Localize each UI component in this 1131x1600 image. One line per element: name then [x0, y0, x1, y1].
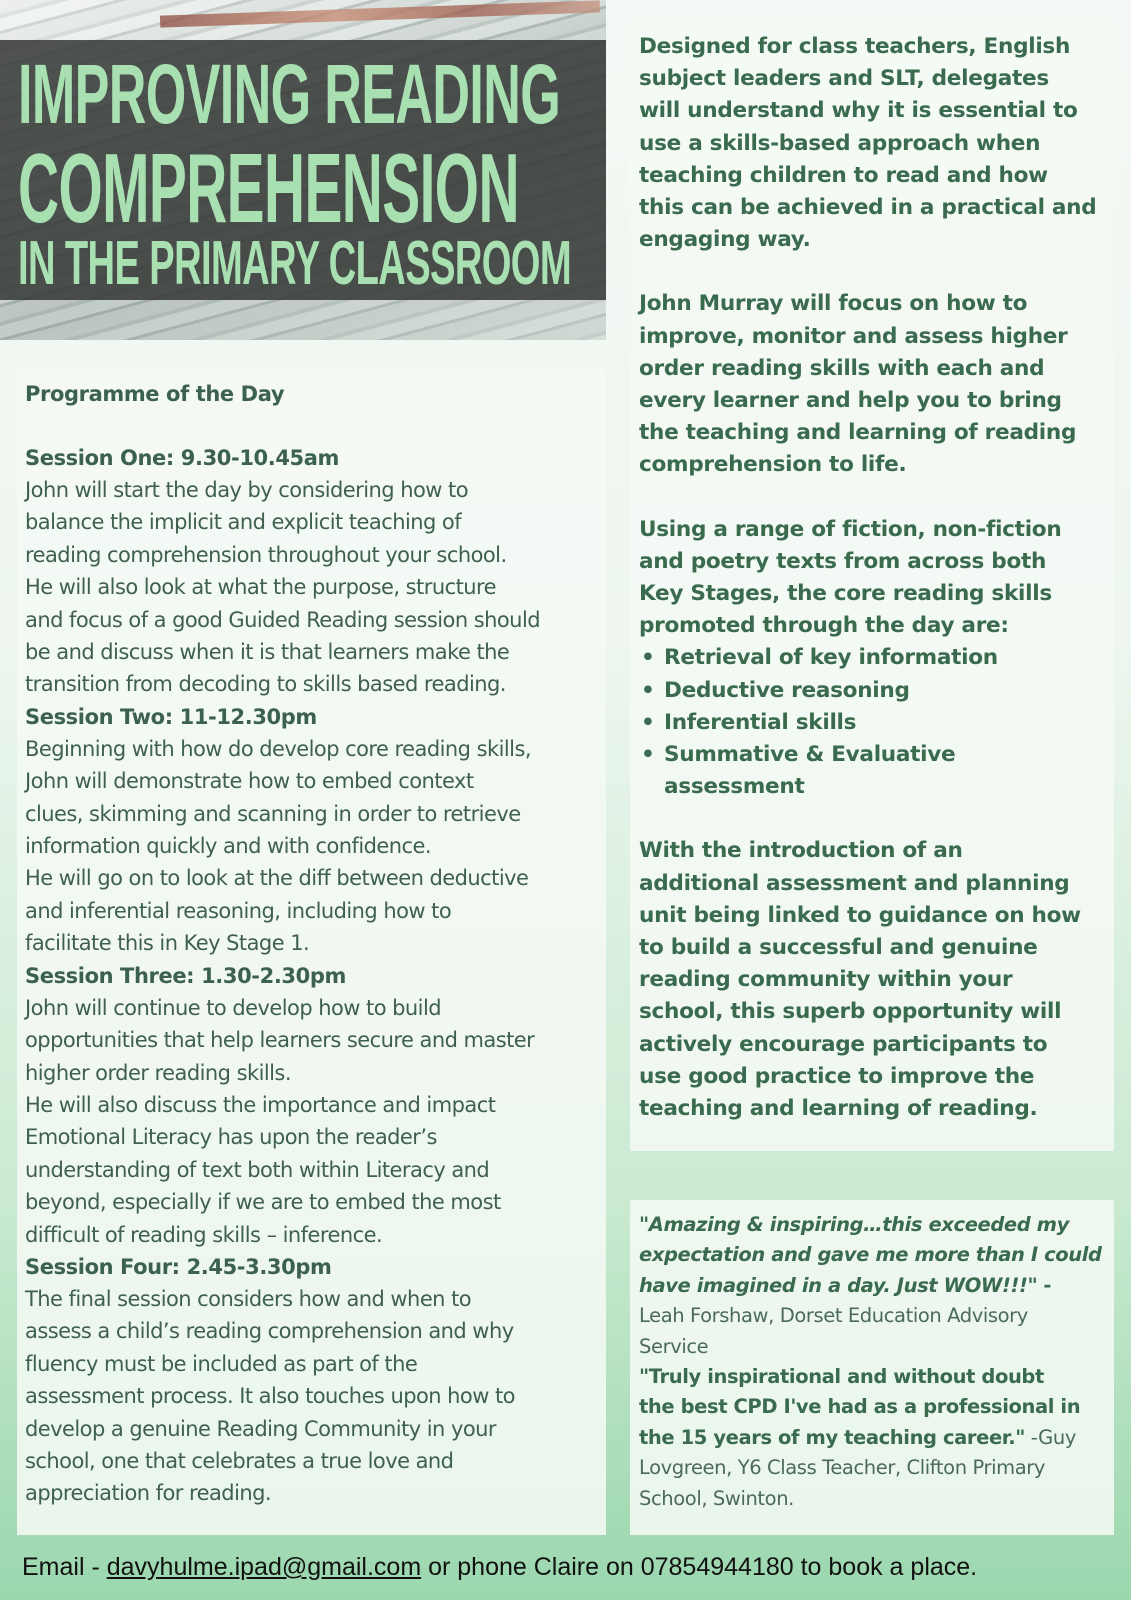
description-line: the teaching and learning of reading [639, 420, 1077, 446]
skill-label: Inferential skills [664, 709, 857, 735]
testimonial-leah [639, 1210, 1108, 1362]
session-line: opportunities that help learners secure and master [25, 1028, 535, 1053]
session-line: Emotional Literacy has upon the reader’s [25, 1125, 437, 1150]
description-line: use a skills-based approach when [639, 130, 1041, 156]
programme-heading: Programme of the Day [25, 382, 285, 406]
session-line: understanding of text both within Literacy and [25, 1157, 490, 1182]
description-line: additional assessment and planning [639, 870, 1070, 896]
skill-item [639, 739, 1106, 803]
skill-item [639, 642, 1106, 674]
book-edge-decoration [160, 0, 600, 27]
description-line: order reading skills with each and [639, 355, 1045, 381]
description-line: school, this superb opportunity will [639, 999, 1062, 1025]
session-line: balance the implicit and explicit teaching of [25, 510, 462, 535]
description-line: actively encourage participants to [639, 1031, 1048, 1057]
quote-line: "Truly inspirational and without doubt [639, 1365, 1044, 1389]
session-line: higher order reading skills. [25, 1060, 291, 1085]
bullet-icon: • [641, 677, 655, 703]
description-line: engaging way. [639, 227, 811, 253]
description-line: Using a range of fiction, non-fiction [639, 516, 1062, 542]
description-paragraph-skills [639, 514, 1106, 804]
bullet-icon: • [641, 742, 655, 768]
spacer [639, 803, 1106, 835]
footer-prefix: Email - [22, 1553, 107, 1581]
title-line-3: IN THE PRIMARY CLASSROOM [18, 229, 571, 298]
description-line: Designed for class teachers, English [639, 34, 1071, 59]
attribution-line: Leah Forshaw, Dorset Education Advisory [639, 1304, 1028, 1328]
quote-line: the best CPD I've had as a professional in [639, 1395, 1081, 1419]
description-line: and poetry texts from across both [639, 548, 1047, 574]
session-line: difficult of reading skills – inference. [25, 1222, 383, 1247]
quote-line: have imagined in a day. Just WOW!!!" - [639, 1273, 1052, 1297]
session-line: school, one that celebrates a true love and [25, 1448, 454, 1473]
footer-suffix: or phone Claire on 07854944180 to book a place. [421, 1553, 978, 1581]
spacer [639, 482, 1106, 514]
session-line: appreciation for reading. [25, 1481, 272, 1506]
session-line: and focus of a good Guided Reading session should [25, 607, 541, 632]
description-line: With the introduction of an [639, 838, 963, 864]
session-four [25, 1251, 598, 1510]
bullet-icon: • [641, 709, 655, 735]
description-line: unit being linked to guidance on how [639, 902, 1081, 928]
description-line: every learner and help you to bring [639, 388, 1062, 414]
email-link[interactable]: davyhulme.ipad@gmail.com [106, 1553, 422, 1581]
skill-label-continued: assessment [664, 774, 805, 800]
session-line: assessment process. It also touches upon how to [25, 1384, 515, 1409]
session-title: Session Three: 1.30-2.30pm [25, 963, 346, 988]
session-title: Session Four: 2.45-3.30pm [25, 1254, 332, 1279]
session-line: He will also look at what the purpose, structure [25, 575, 497, 600]
description-paragraph-assessment [639, 835, 1106, 1125]
skills-list [639, 642, 1106, 803]
session-line: He will also discuss the importance and impact [25, 1092, 496, 1117]
skill-item [639, 707, 1106, 739]
booking-footer [22, 1553, 1122, 1582]
description-line: use good practice to improve the [639, 1063, 1035, 1089]
attribution-line: Lovgreen, Y6 Class Teacher, Clifton Primary [639, 1456, 1046, 1480]
session-title: Session Two: 11-12.30pm [25, 704, 317, 729]
session-line: fluency must be included as part of the [25, 1351, 418, 1376]
description-line: to build a successful and genuine [639, 935, 1038, 961]
course-description-panel [630, 22, 1114, 1151]
session-line: clues, skimming and scanning in order to retrieve [25, 801, 521, 826]
description-line: promoted through the day are: [639, 613, 1009, 639]
skill-item [639, 675, 1106, 707]
attribution-start: -Guy [1025, 1425, 1076, 1449]
skill-label: Deductive reasoning [664, 677, 910, 703]
attribution-line: Service [639, 1334, 709, 1358]
session-line: beyond, especially if we are to embed the most [25, 1190, 501, 1215]
session-line: be and discuss when it is that learners make the [25, 640, 510, 665]
description-line: Key Stages, the core reading skills [639, 581, 1052, 607]
session-line: and inferential reasoning, including how to [25, 898, 452, 923]
description-line: will understand why it is essential to [639, 98, 1078, 124]
session-line: information quickly and with confidence. [25, 834, 432, 859]
session-line: The final session considers how and when to [25, 1286, 472, 1311]
session-line: Beginning with how do develop core reading skills, [25, 736, 531, 761]
quote-line: the 15 years of my teaching career." [639, 1425, 1025, 1449]
session-three [25, 960, 598, 1251]
session-title: Session One: 9.30-10.45am [25, 446, 340, 470]
session-line: assess a child’s reading comprehension and why [25, 1319, 514, 1344]
description-paragraph-audience [639, 31, 1106, 256]
description-line: this can be achieved in a practical and [639, 195, 1097, 221]
description-line: reading community within your [639, 967, 1013, 993]
description-line: subject leaders and SLT, delegates [639, 66, 1049, 92]
session-line: He will go on to look at the diff between deductive [25, 866, 529, 891]
spacer [639, 256, 1106, 288]
session-line: reading comprehension throughout your school. [25, 542, 507, 567]
testimonials-panel [630, 1200, 1114, 1535]
description-line: teaching children to read and how [639, 162, 1048, 188]
description-line: comprehension to life. [639, 452, 907, 478]
description-paragraph-focus [639, 288, 1106, 481]
header-image [0, 0, 606, 340]
description-line: teaching and learning of reading. [639, 1096, 1038, 1122]
session-line: develop a genuine Reading Community in your [25, 1416, 496, 1441]
title-line-1: IMPROVING READING [18, 47, 561, 141]
skill-label: Summative & Evaluative [664, 742, 956, 768]
spacer [25, 410, 598, 442]
title-line-2: COMPREHENSION [18, 133, 519, 243]
session-line: facilitate this in Key Stage 1. [25, 931, 310, 956]
session-line: John will start the day by considering how to [25, 478, 469, 502]
session-one [25, 442, 598, 701]
bullet-icon: • [641, 645, 655, 671]
programme-panel [17, 369, 606, 1535]
description-line: improve, monitor and assess higher [639, 323, 1068, 349]
session-line: transition from decoding to skills based reading. [25, 672, 506, 697]
session-line: John will demonstrate how to embed context [25, 769, 474, 794]
attribution-line: School, Swinton. [639, 1486, 794, 1510]
session-line: John will continue to develop how to build [25, 995, 442, 1020]
quote-line: expectation and gave me more than I could [639, 1243, 1102, 1267]
description-line: John Murray will focus on how to [639, 291, 1028, 317]
quote-final-line [639, 1423, 1108, 1453]
skill-label: Retrieval of key information [664, 645, 998, 671]
testimonial-guy [639, 1362, 1108, 1514]
quote-line: "Amazing & inspiring…this exceeded my [639, 1213, 1069, 1236]
session-two [25, 701, 598, 960]
